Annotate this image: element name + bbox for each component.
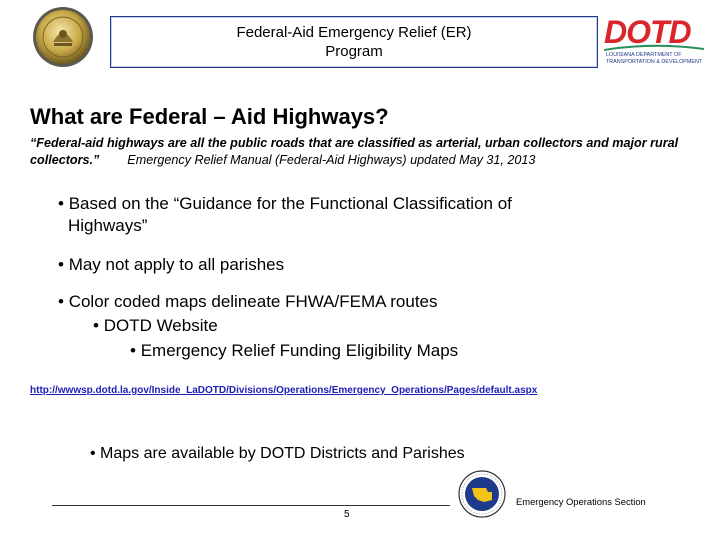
state-seal-logo	[32, 6, 94, 68]
bullet-color-coded-maps: • Color coded maps delineate FHWA/FEMA routes	[58, 292, 438, 311]
title-line-1: Federal-Aid Emergency Relief (ER)	[236, 24, 472, 41]
bullet-text: May not apply to all parishes	[68, 255, 285, 274]
section-label: Emergency Operations Section	[516, 496, 646, 507]
title-box	[110, 16, 598, 68]
bullet-parishes: • May not apply to all parishes	[58, 255, 285, 274]
bullet-text: Maps are available by DOTD Districts and Parishes	[100, 445, 465, 462]
bullet-text-line-2: Highways”	[68, 216, 148, 235]
bullet-text: Emergency Relief Funding Eligibility Maps	[140, 341, 459, 360]
bullet-functional-classification: • Based on the “Guidance for the Functional Classification of Highways”	[58, 193, 618, 237]
bullet-text: DOTD Website	[103, 316, 218, 335]
dotd-logo-swoosh-icon	[604, 44, 704, 52]
bullet-maps-available: • Maps are available by DOTD Districts and Parishes	[90, 445, 465, 462]
footer-divider	[52, 505, 450, 506]
dotd-logo-wordmark: DOTD	[604, 14, 691, 50]
sub-bullet-eligibility-maps: • Emergency Relief Funding Eligibility Maps	[130, 341, 459, 360]
definition-quote	[30, 135, 692, 169]
sub-bullet-dotd-website: • DOTD Website	[93, 316, 218, 335]
dotd-logo	[604, 14, 704, 70]
page-heading: What are Federal – Aid Highways?	[30, 104, 389, 129]
emergency-operations-link[interactable]: http://wwwsp.dotd.la.gov/Inside_LaDOTD/Divisions/Operations/Emergency_Operations/Pages/default.aspx	[30, 385, 538, 396]
bullet-text-line-1: Based on the “Guidance for the Functional Classification of	[68, 194, 512, 213]
title-line-2: Program	[325, 43, 383, 60]
emergency-operations-seal-icon	[458, 470, 506, 518]
page-number: 5	[344, 509, 350, 520]
dotd-logo-subtext: LOUISIANA DEPARTMENT OF TRANSPORTATION & DEVELOPMENT	[606, 52, 703, 65]
quote-text: “Federal-aid highways are all the public roads that are classified as arterial, urban collectors and major rural collectors.”	[30, 136, 679, 167]
bullet-text: Color coded maps delineate FHWA/FEMA routes	[68, 292, 438, 311]
quote-source: Emergency Relief Manual (Federal-Aid Highways) updated May 31, 2013	[127, 153, 536, 167]
